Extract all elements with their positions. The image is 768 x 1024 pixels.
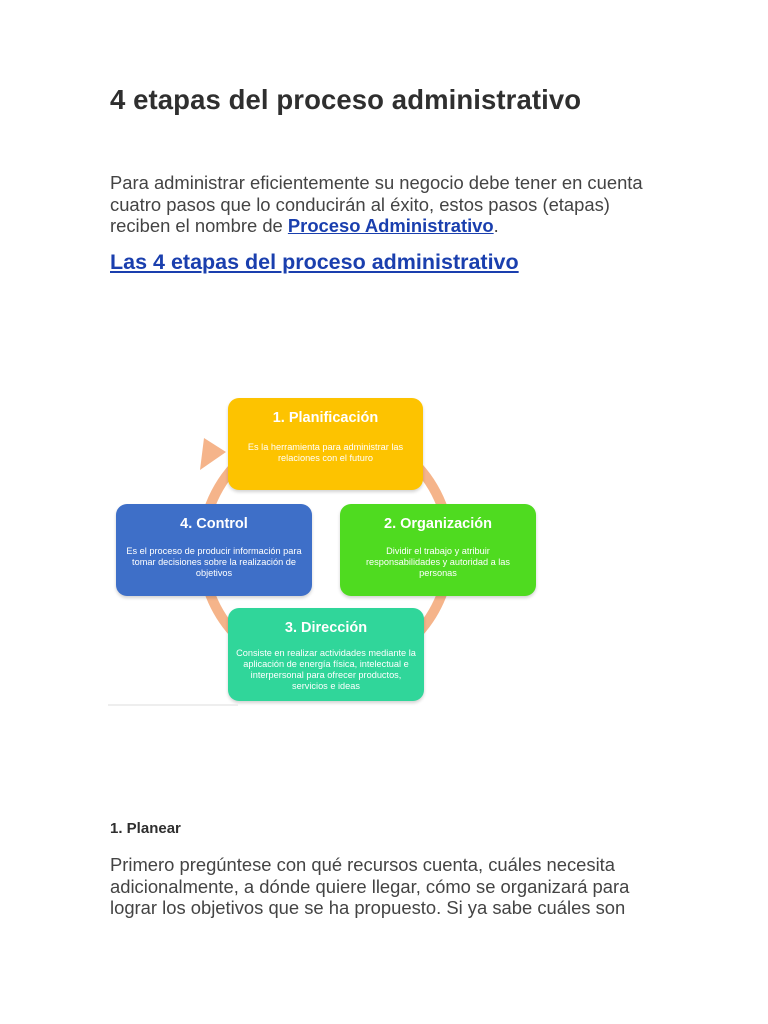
- stage-title: 2. Organización: [384, 516, 492, 532]
- stage-title: 1. Planificación: [272, 410, 379, 426]
- stage-title: 4. Control: [180, 516, 248, 532]
- process-cycle-diagram: [108, 390, 548, 710]
- stage-description: Es la herramienta para administrar las relaciones con el futuro: [247, 442, 404, 463]
- section-heading-planear: 1. Planear: [110, 820, 181, 837]
- cycle-arrow-head-icon: [200, 438, 226, 470]
- stage-direccion: [228, 608, 424, 701]
- etapas-heading-link[interactable]: Las 4 etapas del proceso administrativo: [110, 250, 519, 274]
- intro-text: Para administrar eficientemente su negocio debe tener en cuenta cuatro pasos que lo conducirán al éxito, estos pasos (etapas) reciben el nombre de: [110, 172, 643, 236]
- image-bottom-edge: [108, 704, 238, 706]
- proceso-administrativo-link[interactable]: Proceso Administrativo: [287, 215, 494, 236]
- intro-paragraph: [110, 172, 670, 237]
- section-paragraph: Primero pregúntese con qué recursos cuenta, cuáles necesita adicionalmente, a dónde quiere llegar, cómo se organizará para lograr los objetivos que se ha propuesto. Si ya sabe cuáles son: [110, 854, 630, 918]
- stage-organizacion: [340, 504, 536, 596]
- intro-text-end: .: [493, 215, 499, 236]
- stage-title: 3. Dirección: [284, 620, 368, 636]
- stage-control: [116, 504, 312, 596]
- page-title: 4 etapas del proceso administrativo: [110, 84, 582, 115]
- stage-description: Consiste en realizar actividades mediante la aplicación de energía física, intelectual e interpersonal para ofrecer productos, servicios e ideas: [236, 648, 416, 691]
- stage-planificacion: [228, 398, 423, 490]
- stage-description: Es el proceso de producir información para tomar decisiones sobre la realización de objetivos: [126, 546, 302, 578]
- stage-description: Dividir el trabajo y atribuir responsabilidades y autoridad a las personas: [365, 546, 511, 578]
